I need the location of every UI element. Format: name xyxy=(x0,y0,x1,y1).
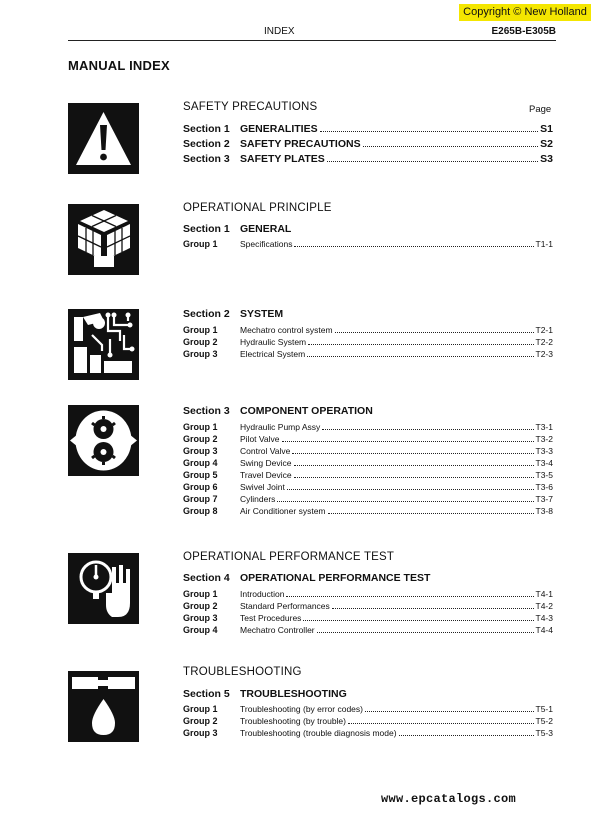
row-page: T3-5 xyxy=(535,470,553,480)
heading-operational-principle: OPERATIONAL PRINCIPLE xyxy=(183,202,332,214)
heading-safety-precautions: SAFETY PRECAUTIONS xyxy=(183,101,318,113)
dot-leader xyxy=(399,735,534,736)
row-title: GENERALITIES xyxy=(240,123,318,135)
dot-leader xyxy=(335,332,534,333)
index-row[interactable] xyxy=(183,589,553,601)
row-title: Mechatro Controller xyxy=(240,625,315,635)
index-row[interactable] xyxy=(183,482,553,494)
oil-drop-icon xyxy=(68,671,139,742)
dot-leader xyxy=(308,344,533,345)
row-title: Swivel Joint xyxy=(240,482,285,492)
row-label: Group 2 xyxy=(183,337,218,347)
dot-leader xyxy=(365,711,534,712)
row-label: Group 2 xyxy=(183,601,218,611)
dot-leader xyxy=(307,356,533,357)
page-column-label: Page xyxy=(529,104,552,115)
header-model: E265B-E305B xyxy=(491,26,556,37)
row-title: Mechatro control system xyxy=(240,325,333,335)
index-row[interactable] xyxy=(183,434,553,446)
index-row[interactable] xyxy=(183,601,553,613)
row-label: Section 3 xyxy=(183,153,230,165)
row-page: T3-3 xyxy=(535,446,553,456)
section-label: Section 3 xyxy=(183,405,230,417)
row-page: T3-6 xyxy=(535,482,553,492)
row-page: T1-1 xyxy=(535,239,553,249)
index-row[interactable] xyxy=(183,123,553,138)
section-heading xyxy=(183,308,283,320)
dot-leader xyxy=(348,723,534,724)
row-title: SAFETY PRECAUTIONS xyxy=(240,138,361,150)
row-title: Air Conditioner system xyxy=(240,506,326,516)
row-title: Travel Device xyxy=(240,470,292,480)
dot-leader xyxy=(328,513,534,514)
row-page: T4-4 xyxy=(535,625,553,635)
row-page: T4-3 xyxy=(535,613,553,623)
row-label: Group 1 xyxy=(183,239,218,249)
row-title: SAFETY PLATES xyxy=(240,153,325,165)
row-label: Group 2 xyxy=(183,716,218,726)
dot-leader xyxy=(320,131,539,132)
row-title: Control Valve xyxy=(240,446,291,456)
row-page: T3-2 xyxy=(535,434,553,444)
index-row[interactable] xyxy=(183,325,553,337)
index-row[interactable] xyxy=(183,716,553,728)
row-label: Group 3 xyxy=(183,349,218,359)
section-title: OPERATIONAL PERFORMANCE TEST xyxy=(240,572,431,584)
section-label: Section 1 xyxy=(183,223,230,235)
row-title: Troubleshooting (trouble diagnosis mode) xyxy=(240,728,397,738)
row-title: Troubleshooting (by trouble) xyxy=(240,716,346,726)
section-heading xyxy=(183,572,430,584)
dot-leader xyxy=(363,146,539,147)
header-title: INDEX xyxy=(264,26,295,37)
row-label: Group 5 xyxy=(183,470,218,480)
dot-leader xyxy=(303,620,533,621)
row-page: T3-1 xyxy=(535,422,553,432)
section-heading xyxy=(183,223,291,235)
index-row[interactable] xyxy=(183,625,553,637)
index-row[interactable] xyxy=(183,337,553,349)
dot-leader xyxy=(286,596,533,597)
row-title: Standard Performances xyxy=(240,601,330,611)
row-title: Hydraulic Pump Assy xyxy=(240,422,321,432)
row-title: Introduction xyxy=(240,589,285,599)
dot-leader xyxy=(322,429,533,430)
heading-operational-performance-test: OPERATIONAL PERFORMANCE TEST xyxy=(183,551,395,563)
row-label: Group 4 xyxy=(183,458,218,468)
row-label: Group 3 xyxy=(183,728,218,738)
index-row[interactable] xyxy=(183,728,553,740)
index-row[interactable] xyxy=(183,153,553,168)
cube-stack-icon xyxy=(68,204,139,275)
row-label: Group 1 xyxy=(183,325,218,335)
row-title: Swing Device xyxy=(240,458,292,468)
row-label: Group 1 xyxy=(183,589,218,599)
row-title: Hydraulic System xyxy=(240,337,307,347)
section-label: Section 2 xyxy=(183,308,230,320)
row-page: T5-1 xyxy=(535,704,553,714)
dot-leader xyxy=(317,632,534,633)
row-label: Group 3 xyxy=(183,446,218,456)
dot-leader xyxy=(332,608,534,609)
index-row[interactable] xyxy=(183,613,553,625)
section-label: Section 4 xyxy=(183,572,230,584)
row-page: T2-3 xyxy=(535,349,553,359)
header-divider xyxy=(68,40,556,41)
dot-leader xyxy=(294,477,534,478)
warning-icon xyxy=(68,103,139,174)
row-title: Test Procedures xyxy=(240,613,302,623)
index-row[interactable] xyxy=(183,506,553,518)
index-row[interactable] xyxy=(183,494,553,506)
row-page: T4-2 xyxy=(535,601,553,611)
index-row[interactable] xyxy=(183,349,553,361)
row-label: Group 3 xyxy=(183,613,218,623)
row-page: T5-2 xyxy=(535,716,553,726)
row-title: Specifications xyxy=(240,239,293,249)
gear-pump-icon xyxy=(68,405,139,476)
section-title: COMPONENT OPERATION xyxy=(240,405,373,417)
dot-leader xyxy=(292,453,533,454)
index-row[interactable] xyxy=(183,446,553,458)
copyright-banner: Copyright © New Holland xyxy=(459,4,591,21)
row-title: Cylinders xyxy=(240,494,276,504)
row-page: T2-1 xyxy=(535,325,553,335)
index-row[interactable] xyxy=(183,458,553,470)
footer-url: www.epcatalogs.com xyxy=(381,792,517,806)
dot-leader xyxy=(282,441,534,442)
index-row[interactable] xyxy=(183,239,553,251)
section-title: SYSTEM xyxy=(240,308,284,320)
section-title: TROUBLESHOOTING xyxy=(240,688,347,700)
row-label: Group 2 xyxy=(183,434,218,444)
row-page: T3-4 xyxy=(535,458,553,468)
section-label: Section 5 xyxy=(183,688,230,700)
index-row[interactable] xyxy=(183,704,553,716)
row-label: Group 1 xyxy=(183,422,218,432)
row-page: T4-1 xyxy=(535,589,553,599)
row-title: Pilot Valve xyxy=(240,434,280,444)
row-label: Group 7 xyxy=(183,494,218,504)
row-label: Section 1 xyxy=(183,123,230,135)
row-label: Group 8 xyxy=(183,506,218,516)
section-heading xyxy=(183,405,373,417)
excavator-circuit-icon xyxy=(68,309,139,380)
dot-leader xyxy=(277,501,533,502)
page-title: MANUAL INDEX xyxy=(68,58,170,73)
index-row[interactable] xyxy=(183,470,553,482)
pressure-gauge-icon xyxy=(68,553,139,624)
row-page: S3 xyxy=(540,153,553,165)
index-row[interactable] xyxy=(183,138,553,153)
dot-leader xyxy=(294,465,534,466)
section-heading xyxy=(183,688,347,700)
dot-leader xyxy=(287,489,534,490)
row-page: T2-2 xyxy=(535,337,553,347)
row-title: Troubleshooting (by error codes) xyxy=(240,704,363,714)
heading-troubleshooting: TROUBLESHOOTING xyxy=(183,666,302,678)
row-page: T5-3 xyxy=(535,728,553,738)
row-page: S2 xyxy=(540,138,553,150)
dot-leader xyxy=(327,161,538,162)
index-row[interactable] xyxy=(183,422,553,434)
section-title: GENERAL xyxy=(240,223,292,235)
row-page: T3-8 xyxy=(535,506,553,516)
row-label: Group 6 xyxy=(183,482,218,492)
row-label: Group 1 xyxy=(183,704,218,714)
row-label: Group 4 xyxy=(183,625,218,635)
dot-leader xyxy=(294,246,533,247)
row-page: T3-7 xyxy=(535,494,553,504)
row-page: S1 xyxy=(540,123,553,135)
row-label: Section 2 xyxy=(183,138,230,150)
row-title: Electrical System xyxy=(240,349,306,359)
